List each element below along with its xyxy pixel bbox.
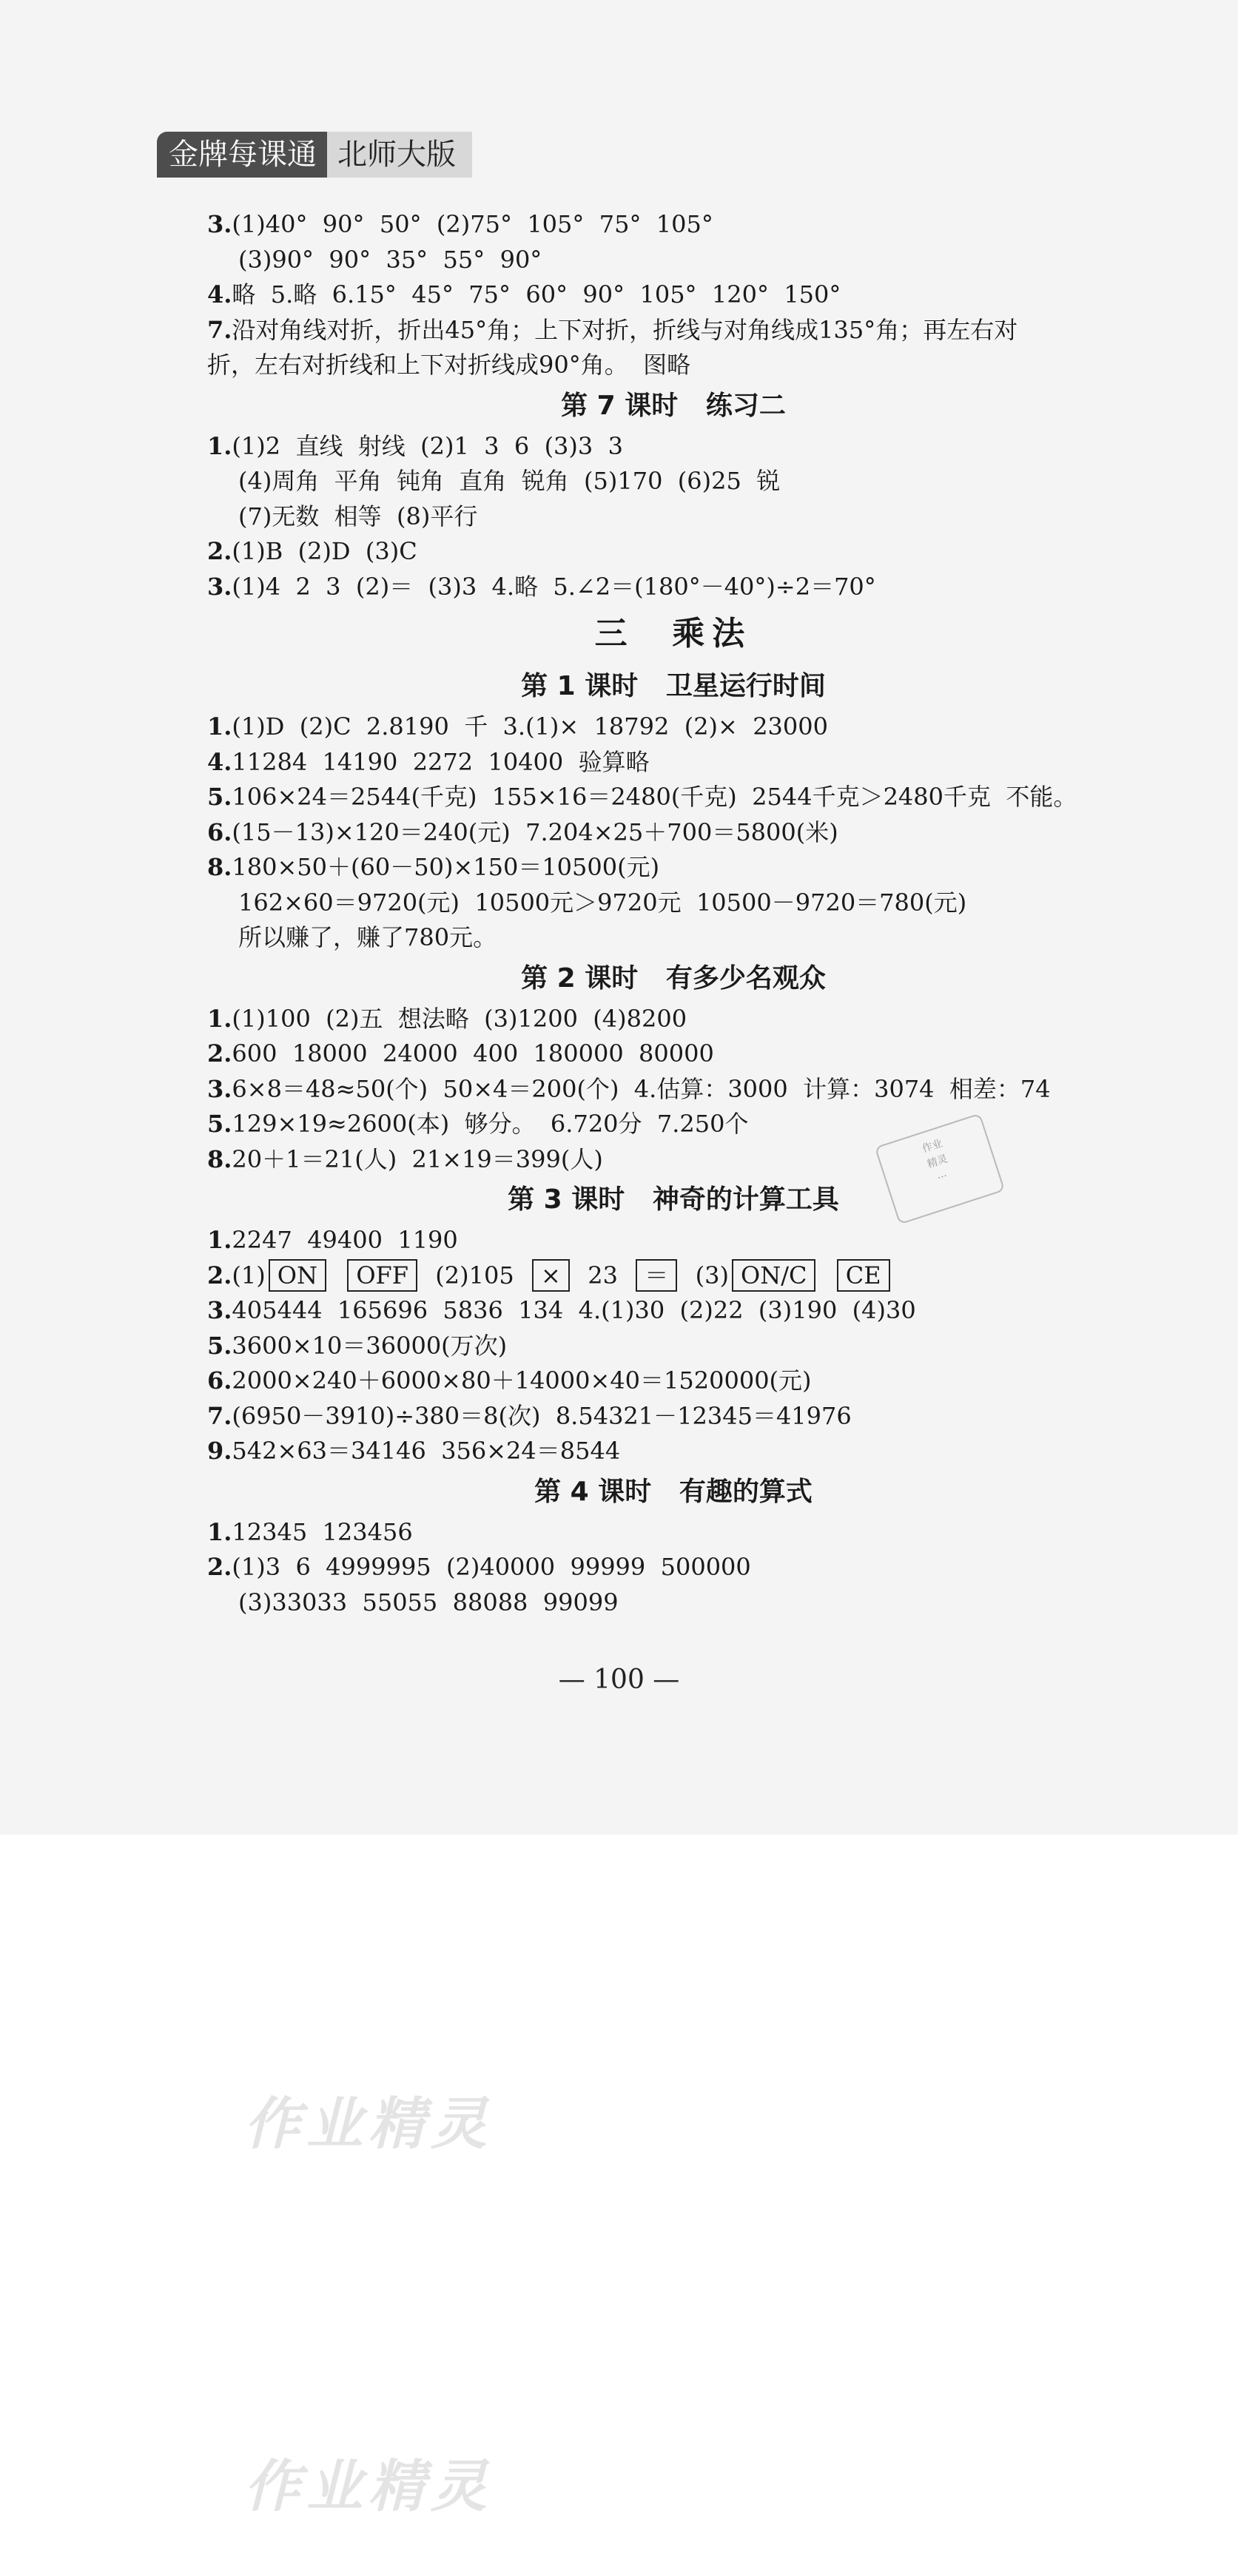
answer-line: [207, 1107, 1140, 1142]
watermark: 作业精灵: [244, 2453, 493, 2519]
answer-text: 6×8＝48≈50(个) 50×4＝200(个) 4.估算：3000 计算：3074 相差：74: [232, 1074, 1051, 1103]
question-number: 8.: [207, 853, 232, 881]
question-number: 6.: [207, 817, 232, 846]
question-number: 5.: [207, 783, 232, 811]
answer-line: [207, 1142, 1140, 1178]
answer-text: (1)D (2)C 2.8190 千 3.(1)× 18792 (2)× 23000: [232, 712, 828, 741]
calculator-key: OFF: [347, 1259, 417, 1292]
answer-line: [207, 277, 1140, 313]
answer-text: 162×60＝9720(元) 10500元＞9720元 10500－9720＝780(元): [238, 888, 967, 917]
question-number: 5.: [207, 1110, 232, 1138]
question-number: 2.: [207, 1039, 232, 1068]
answer-line: [207, 1036, 1140, 1072]
question-number: 9.: [207, 1437, 232, 1465]
answer-text: (6950－3910)÷380＝8(次) 8.54321－12345＝41976: [232, 1401, 852, 1430]
answer-line: [207, 709, 1140, 745]
stamp-logo: 作业 精灵 ···: [875, 1113, 1006, 1225]
chapter-heading: 三 乘法: [594, 615, 753, 653]
answer-text: 所以赚了，赚了780元。: [238, 923, 497, 951]
brand-name: 金牌每课通: [157, 132, 327, 178]
answer-text: 沿对角线对折，折出45°角；上下对折，折线与对角线成135°角；再左右对: [232, 315, 1018, 344]
answer-text: 20＋1＝21(人) 21×19＝399(人): [232, 1144, 603, 1173]
answer-line: [207, 207, 1140, 243]
answer-line: [207, 815, 1140, 851]
answer-text: (1)B (2)D (3)C: [232, 537, 417, 565]
answer-text: 600 18000 24000 400 180000 80000: [232, 1039, 714, 1068]
calculator-key: CE: [837, 1259, 890, 1292]
answer-text: 542×63＝34146 356×24＝8544: [232, 1437, 621, 1465]
answer-text: 129×19≈2600(本) 够分。 6.720分 7.250个: [232, 1110, 749, 1138]
page-number: — 100 —: [558, 1665, 680, 1695]
question-number: 2.: [207, 537, 232, 565]
answer-line: [207, 1399, 1140, 1434]
answer-line: [207, 1515, 1140, 1551]
lesson-heading: 第 7 课时 练习二: [561, 390, 786, 421]
answer-text: (15－13)×120＝240(元) 7.204×25＋700＝5800(米): [232, 817, 838, 846]
answer-line: [207, 1585, 1140, 1621]
calculator-key: ON: [269, 1259, 326, 1292]
answer-line: [207, 1223, 1140, 1258]
answer-line: [207, 1363, 1140, 1399]
answer-line: [207, 920, 1140, 956]
lesson-heading: 第 3 课时 神奇的计算工具: [508, 1184, 839, 1215]
edition-name: 北师大版: [327, 132, 472, 178]
watermark: 作业精灵: [244, 2091, 493, 2157]
answer-text: (1)4 2 3 (2)＝ (3)3 4.略 5.∠2＝(180°－40°)÷2＝70°: [232, 572, 876, 601]
answer-line: [207, 780, 1140, 815]
answer-text: (2)105: [420, 1261, 530, 1289]
answer-line: [207, 534, 1140, 570]
question-number: 1.: [207, 1004, 232, 1033]
question-number: 7.: [207, 315, 232, 344]
answer-text: (7)无数 相等 (8)平行: [238, 502, 478, 530]
question-number: 2.: [207, 1553, 232, 1581]
answer-text: (4)周角 平角 钝角 直角 锐角 (5)170 (6)25 锐: [238, 467, 781, 495]
answer-line: [207, 1293, 1140, 1329]
lesson-heading: 第 4 课时 有趣的算式: [534, 1476, 813, 1507]
answer-text: (3): [680, 1261, 729, 1289]
question-number: 1.: [207, 1517, 232, 1546]
question-number: 3.: [207, 210, 232, 238]
calculator-key: ON/C: [732, 1259, 816, 1292]
answer-text: 2247 49400 1190: [232, 1226, 458, 1254]
answer-text: [329, 1261, 344, 1289]
answer-text: 405444 165696 5836 134 4.(1)30 (2)22 (3)190 (4)30: [232, 1296, 916, 1324]
answer-text: [818, 1261, 833, 1289]
answer-text: (1): [232, 1261, 266, 1289]
answer-text: 略 5.略 6.15° 45° 75° 60° 90° 105° 120° 150°: [232, 280, 841, 308]
question-number: 2.: [207, 1261, 232, 1289]
answer-line: [207, 570, 1140, 605]
question-number: 3.: [207, 1074, 232, 1103]
answer-text: (1)3 6 4999995 (2)40000 99999 500000: [232, 1553, 751, 1581]
answer-text: (3)33033 55055 88088 99099: [238, 1588, 619, 1616]
answer-line: [207, 1258, 1140, 1294]
lesson-heading: 第 2 课时 有多少名观众: [521, 962, 826, 994]
answer-line: [207, 745, 1140, 780]
answer-line: [207, 243, 1140, 278]
answer-text: (3)90° 90° 35° 55° 90°: [238, 245, 542, 274]
answer-line: [207, 1002, 1140, 1037]
answer-line: [207, 1072, 1140, 1107]
question-number: 1.: [207, 712, 232, 741]
answer-line: [207, 429, 1140, 465]
question-number: 4.: [207, 280, 232, 308]
answer-text: 11284 14190 2272 10400 验算略: [232, 747, 650, 776]
answer-line: [207, 464, 1140, 499]
header-brand: [157, 132, 472, 178]
calculator-key: ×: [532, 1259, 570, 1292]
question-number: 6.: [207, 1366, 232, 1395]
answer-text: 180×50＋(60－50)×150＝10500(元): [232, 853, 660, 881]
question-number: 5.: [207, 1331, 232, 1360]
answer-line: [207, 313, 1140, 348]
answer-line: [207, 886, 1140, 921]
answer-content: [207, 207, 1140, 1620]
answer-text: 106×24＝2544(千克) 155×16＝2480(千克) 2544千克＞2480千克 不能。: [232, 783, 1077, 811]
question-number: 1.: [207, 1226, 232, 1254]
answer-text: 3600×10＝36000(万次): [232, 1331, 508, 1360]
answer-line: [207, 1329, 1140, 1364]
answer-text: 12345 123456: [232, 1517, 413, 1546]
answer-text: (1)100 (2)五 想法略 (3)1200 (4)8200: [232, 1004, 687, 1033]
answer-line: [207, 1434, 1140, 1469]
question-number: 8.: [207, 1144, 232, 1173]
answer-text: 23: [572, 1261, 633, 1289]
answer-text: 2000×240＋6000×80＋14000×40＝1520000(元): [232, 1366, 812, 1395]
question-number: 7.: [207, 1401, 232, 1430]
answer-text: 折，左右对折线和上下对折线成90°角。 图略: [207, 351, 691, 379]
answer-text: (1)2 直线 射线 (2)1 3 6 (3)3 3: [232, 431, 623, 460]
answer-line: [207, 499, 1140, 535]
answer-text: (1)40° 90° 50° (2)75° 105° 75° 105°: [232, 210, 713, 238]
answer-line: [207, 348, 1140, 383]
question-number: 3.: [207, 572, 232, 601]
question-number: 1.: [207, 431, 232, 460]
question-number: 4.: [207, 747, 232, 776]
calculator-key: ＝: [636, 1259, 677, 1292]
answer-line: [207, 850, 1140, 886]
question-number: 3.: [207, 1296, 232, 1324]
lesson-heading: 第 1 课时 卫星运行时间: [521, 671, 826, 701]
answer-line: [207, 1550, 1140, 1585]
